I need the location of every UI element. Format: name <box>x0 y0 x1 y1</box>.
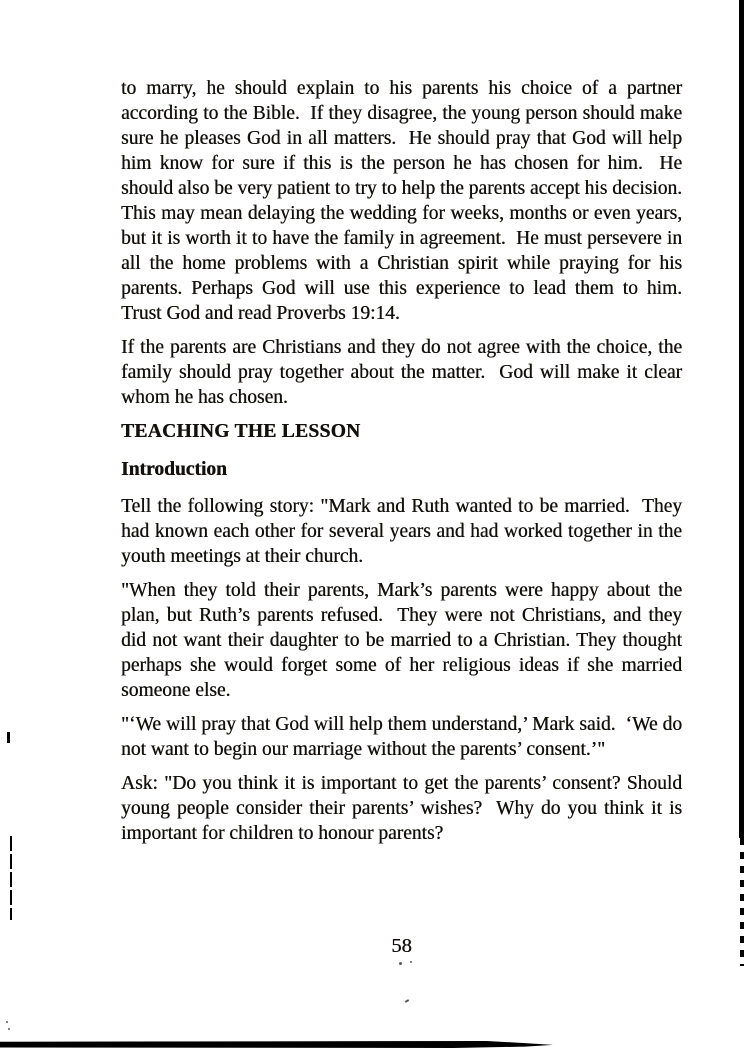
scan-speck <box>6 1021 8 1023</box>
section-heading: TEACHING THE LESSON <box>121 421 361 442</box>
scan-speck <box>405 999 409 1003</box>
page-body <box>121 76 692 855</box>
scan-artifact-left-tick <box>7 732 10 743</box>
sub-heading: Introduction <box>121 459 227 480</box>
paragraph-3: Tell the following story: "Mark and Ruth wanted to be married. They had known each other for several years and had worked together in the youth meetings at their church. <box>121 496 687 567</box>
paragraph-2: If the parents are Christians and they do not agree with the choice, the family should pray together about the matter. God will make it clear whom he has chosen. <box>121 337 687 408</box>
paragraph-4: "When they told their parents, Mark’s parents were happy about the plan, but Ruth’s parents refused. They were not Christians, and they did not want their daughter to be married to a Christian. They thought perhaps she would forget some of her religious ideas if she married someone else. <box>121 580 687 701</box>
paragraph-6: Ask: "Do you think it is important to get the parents’ consent? Should young people consider their parents’ wishes? Why do you think it is important for children to honour parents? <box>121 773 687 844</box>
scan-artifact-right-edge-bar <box>739 0 744 838</box>
paragraph-5: "‘We will pray that God will help them understand,’ Mark said. ‘We do not want to begin our marriage without the parents’ consent.’" <box>121 714 687 760</box>
scan-speck <box>410 961 412 963</box>
scan-speck <box>8 1028 10 1030</box>
paragraph-1: to marry, he should explain to his parents his choice of a partner according to the Bible. If they disagree, the young person should make sure he pleases God in all matters. He should pray that God will help him know for sure if this is the person he has chosen for him. He should also be very patient to try to help the parents accept his decision. This may mean delaying the wedding for weeks, months or even years, but it is worth it to have the family in agreement. He must persevere in all the home problems with a Christian spirit while praying for his parents. Perhaps God will use this experience to lead them to him. Trust God and read Proverbs 19:14. <box>121 78 692 324</box>
scan-artifact-right-edge-tail <box>740 838 744 966</box>
scan-artifact-left-dashed-line <box>10 836 12 920</box>
scan-speck <box>399 962 402 965</box>
page-number: 58 <box>391 935 412 957</box>
scan-artifact-bottom-bar <box>0 1041 553 1048</box>
